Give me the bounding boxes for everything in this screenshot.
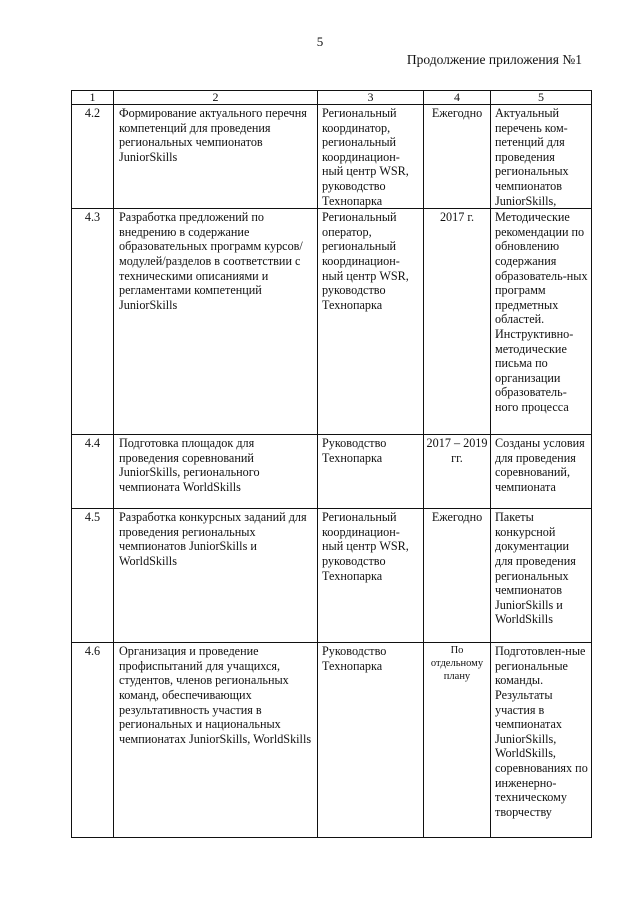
row-number: 4.6 — [72, 643, 114, 838]
row-number: 4.2 — [72, 105, 114, 209]
appendix-continuation-note: Продолжение приложения №1 — [406, 52, 582, 67]
activity-cell: Формирование актуального перечня компетенций для проведения региональных чемпионатов JuniorSkills — [114, 105, 318, 209]
timing-cell: 2017 – 2019 гг. — [424, 435, 491, 509]
responsible-cell: Региональный координацион-ный центр WSR, руководство Технопарка — [318, 509, 424, 643]
table-row — [72, 105, 592, 209]
table-row — [72, 509, 592, 643]
timing-cell: 2017 г. — [424, 209, 491, 435]
table-row — [72, 435, 592, 509]
row-number: 4.3 — [72, 209, 114, 435]
activity-cell: Организация и проведение профиспытаний для учащихся, студентов, членов региональных команд, обеспечивающих результативность участия в региональных и национальных чемпионатах JuniorSkills, WorldSkills — [114, 643, 318, 838]
result-cell: Подготовлен-ные региональные команды. Результаты участия в чемпионатах JuniorSkills, WorldSkills, соревнованиях по инженерно-техническому творчеству — [491, 643, 592, 838]
result-cell: Пакеты конкурсной документации для проведения региональных чемпионатов JuniorSkills и WorldSkills — [491, 509, 592, 643]
result-cell: Методические рекомендации по обновлению содержания образователь-ных программ предметных областей. Инструктивно-методические письма по организации образователь-ного процесса — [491, 209, 592, 435]
activity-cell: Разработка предложений по внедрению в содержание образовательных программ курсов/модулей/разделов в соответствии с техническими описаниями и регламентами компетенций JuniorSkills — [114, 209, 318, 435]
responsible-cell: Руководство Технопарка — [318, 643, 424, 838]
column-header: 1 — [72, 91, 114, 105]
result-cell: Актуальный перечень ком-петенций для проведения региональных чемпионатов JuniorSkills, — [491, 105, 592, 209]
row-number: 4.5 — [72, 509, 114, 643]
timing-cell: Ежегодно — [424, 105, 491, 209]
result-cell: Созданы условия для проведения соревнований, чемпионата — [491, 435, 592, 509]
activity-cell: Подготовка площадок для проведения соревнований JuniorSkills, регионального чемпионата WorldSkills — [114, 435, 318, 509]
timing-cell: По отдельному плану — [424, 643, 491, 838]
page-number: 5 — [316, 34, 324, 49]
responsible-cell: Руководство Технопарка — [318, 435, 424, 509]
column-header: 2 — [114, 91, 318, 105]
plan-table — [71, 90, 592, 838]
row-number: 4.4 — [72, 435, 114, 509]
column-header: 5 — [491, 91, 592, 105]
table-header-row — [72, 91, 592, 105]
activity-cell: Разработка конкурсных заданий для проведения региональных чемпионатов JuniorSkills и WorldSkills — [114, 509, 318, 643]
table-row — [72, 209, 592, 435]
timing-cell: Ежегодно — [424, 509, 491, 643]
responsible-cell: Региональный координатор, региональный координацион-ный центр WSR, руководство Технопарка — [318, 105, 424, 209]
column-header: 3 — [318, 91, 424, 105]
responsible-cell: Региональный оператор, региональный координацион-ный центр WSR, руководство Технопарка — [318, 209, 424, 435]
column-header: 4 — [424, 91, 491, 105]
table-row — [72, 643, 592, 838]
